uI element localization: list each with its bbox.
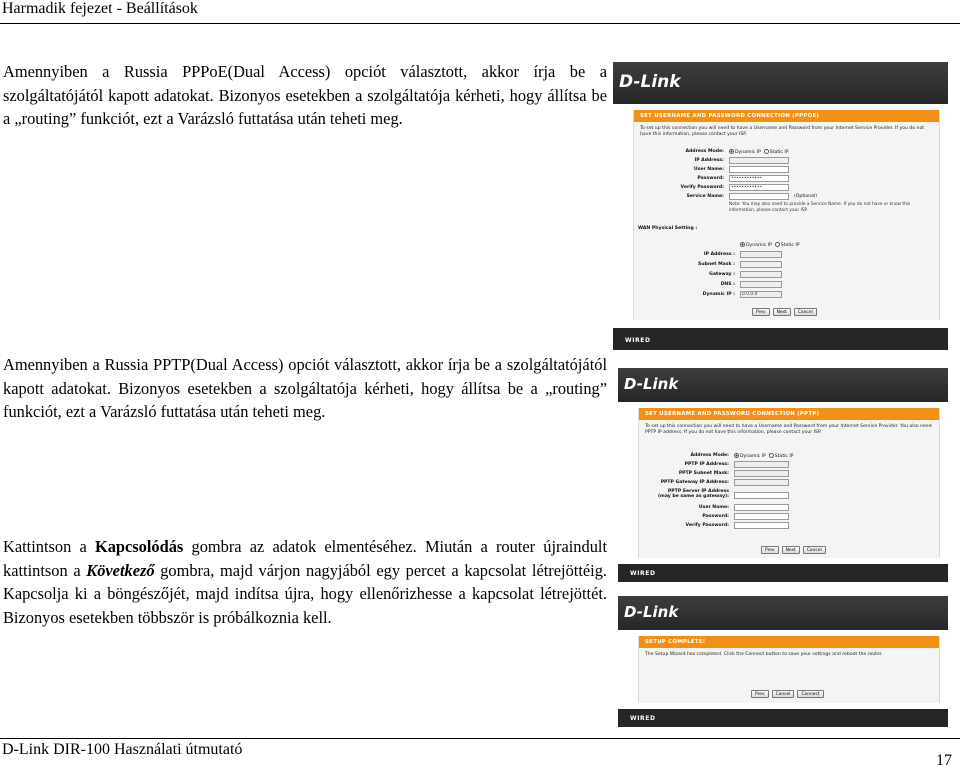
- wan-static-ip-radio[interactable]: [775, 242, 780, 247]
- dynamic-ip-radio[interactable]: [734, 453, 739, 458]
- pptp-address-mode-row: [639, 452, 939, 460]
- password-label: Password:: [697, 176, 724, 181]
- verify-password-input[interactable]: ••••••••••••: [729, 184, 789, 191]
- wan-ip-label: IP Address :: [703, 252, 735, 257]
- dlink-logo: D-Link: [624, 603, 679, 621]
- pppoe-service-row: [634, 193, 934, 201]
- wired-footer-bar: [618, 709, 948, 727]
- address-mode-options: [729, 149, 789, 155]
- complete-text: The Setup Wizard has completed. Click the Connect button to save your settings and reboot the router.: [645, 652, 883, 657]
- dlink-header-bar: [618, 368, 948, 402]
- pppoe-user-row: [634, 166, 934, 174]
- gateway-label: Gateway :: [709, 272, 735, 277]
- prev-button[interactable]: Prev: [761, 546, 779, 554]
- verify-password-label: Verify Password:: [680, 185, 724, 190]
- user-name-label: User Name:: [693, 167, 724, 172]
- user-name-input[interactable]: [734, 504, 789, 511]
- header-divider: [0, 23, 960, 24]
- pptp-verify-row: [639, 522, 939, 530]
- p3-text-2: gombra az adatok elmentéséhez. Miután a router újraindult kattintson a: [3, 537, 608, 580]
- wan-mode-options: [740, 242, 800, 248]
- next-button[interactable]: Next: [773, 308, 791, 316]
- verify-password-label: Verify Password:: [685, 523, 729, 528]
- pptp-ip-label: PPTP IP Address:: [684, 462, 729, 467]
- wan-ip-row: [634, 251, 934, 259]
- service-name-label: Service Name:: [686, 194, 724, 199]
- pppoe-password-row: [634, 175, 934, 183]
- verify-password-input[interactable]: [734, 522, 789, 529]
- setup-complete-screenshot: [618, 596, 948, 727]
- pppoe-verify-row: [634, 184, 934, 192]
- dynamic-ip-label: Dynamic IP: [740, 454, 766, 459]
- paragraph-pptp: Amennyiben a Russia PPTP(Dual Access) opciót választott, akkor írja be a szolgáltatójától kapott adatokat. Bizonyos esetekben a szolgáltatója kérheti, hogy állítsa be a „routing” funkciót, ezt a Varázsló futtatása után teheti meg.: [3, 355, 607, 421]
- dns-input[interactable]: [740, 281, 782, 288]
- cancel-button[interactable]: Cancel: [803, 546, 826, 554]
- wired-label: WIRED: [630, 570, 656, 577]
- pptp-subnet-row: [639, 470, 939, 478]
- wan-physical-label: WAN Physical Setting :: [638, 226, 698, 231]
- wired-footer-bar: [613, 328, 948, 350]
- pptp-user-row: [639, 504, 939, 512]
- user-name-input[interactable]: [729, 166, 789, 173]
- pppoe-ip-row: [634, 157, 934, 165]
- address-mode-options: [734, 453, 794, 459]
- ip-address-label: IP Address:: [694, 158, 724, 163]
- pppoe-buttons: [752, 308, 817, 316]
- cancel-button[interactable]: Cancel: [772, 690, 795, 698]
- pptp-gateway-input[interactable]: [734, 479, 789, 486]
- dynamic-ip2-label: Dynamic IP :: [702, 292, 735, 297]
- pppoe-intro: To set up this connection you will need to have a Username and Password from your Internet Service Provider. If you do not have this information, please contact your ISP.: [640, 126, 925, 137]
- pptp-ip-input[interactable]: [734, 461, 789, 468]
- pptp-server-sublabel: (may be same as gateway):: [657, 494, 729, 499]
- pptp-password-row: [639, 513, 939, 521]
- pptp-panel: [638, 408, 940, 558]
- chapter-title: Harmadik fejezet - Beállítások: [2, 0, 198, 17]
- pptp-server-row: [639, 488, 939, 502]
- address-mode-label: Address Mode:: [685, 149, 724, 154]
- wan-dns-row: [634, 281, 934, 289]
- p3-bold-kapcsolodas: Kapcsolódás: [94, 537, 184, 556]
- pptp-subnet-input[interactable]: [734, 470, 789, 477]
- dns-label: DNS :: [720, 282, 735, 287]
- subnet-input[interactable]: [740, 261, 782, 268]
- service-name-note: Note: You may also need to provide a Service Name. If you do not have or know this information, please contact your ISP.: [729, 202, 911, 213]
- wan-dynamic-ip-label: Dynamic IP: [746, 243, 772, 248]
- p3-bold-kovetkezo: Következő: [86, 560, 155, 580]
- password-label: Password:: [702, 514, 729, 519]
- dynamic-ip2-input[interactable]: 0.0.0.0: [740, 291, 782, 298]
- wan-dynamic-ip-radio[interactable]: [740, 242, 745, 247]
- complete-buttons: [751, 690, 824, 698]
- pptp-gateway-label: PPTP Gateway IP Address:: [660, 480, 729, 485]
- footer-divider: [0, 738, 960, 739]
- wired-label: WIRED: [630, 715, 656, 722]
- password-input[interactable]: ••••••••••••: [729, 175, 789, 182]
- service-name-input[interactable]: [729, 193, 789, 200]
- manual-title: D-Link DIR-100 Használati útmutató: [2, 741, 243, 758]
- p3-text-3: gombra, majd várjon nagyjából egy percet a kapcsolat létrejöttéig. Kapcsolja ki a böngészőjét, majd indítsa újra, hogy ellenőrizhesse a kapcsolat létrejöttét. Bizonyos esetekben többször is próbálkoznia kell.: [3, 560, 607, 627]
- prev-button[interactable]: Prev: [751, 690, 769, 698]
- connect-button[interactable]: Connect: [797, 690, 823, 698]
- pptp-subnet-label: PPTP Subnet Mask:: [678, 471, 729, 476]
- dlink-header-bar: [618, 596, 948, 630]
- pptp-server-label: PPTP Server IP Address: [667, 489, 729, 494]
- wan-dynamic-ip-row: [634, 291, 934, 299]
- address-mode-label: Address Mode:: [690, 453, 729, 458]
- subnet-label: Subnet Mask :: [698, 262, 735, 267]
- prev-button[interactable]: Prev: [752, 308, 770, 316]
- password-input[interactable]: [734, 513, 789, 520]
- static-ip-label: Static IP: [774, 454, 794, 459]
- dlink-logo: D-Link: [619, 72, 681, 92]
- pptp-intro: To set up this connection you will need to have a Username and Password from your Internet Service Provider. You also need PPTP IP address. If you do not have this information, please contact your ISP.: [645, 424, 932, 435]
- wan-gateway-row: [634, 271, 934, 279]
- dlink-header-bar: [613, 62, 948, 104]
- wan-static-ip-label: Static IP: [780, 243, 800, 248]
- pptp-screenshot: [618, 368, 948, 582]
- static-ip-label: Static IP: [769, 150, 789, 155]
- wired-footer-bar: [618, 564, 948, 582]
- pptp-gateway-row: [639, 479, 939, 487]
- p3-text-1: Kattintson a: [3, 537, 95, 556]
- pppoe-section-title: SET USERNAME AND PASSWORD CONNECTION (PPPOE): [634, 110, 939, 122]
- pptp-buttons: [761, 546, 826, 554]
- wired-label: WIRED: [625, 337, 651, 344]
- wan-mode-row: [634, 241, 934, 249]
- paragraph-connect: [3, 535, 607, 629]
- pptp-server-input[interactable]: [734, 492, 789, 499]
- pppoe-panel: [633, 110, 940, 320]
- complete-panel: [638, 636, 940, 703]
- pppoe-address-mode-row: [634, 148, 934, 156]
- optional-label: (Optional): [794, 194, 818, 199]
- pptp-section-title: SET USERNAME AND PASSWORD CONNECTION (PPTP): [639, 408, 939, 420]
- page-number: 17: [936, 752, 952, 769]
- pppoe-screenshot: [613, 62, 948, 350]
- ip-address-input[interactable]: [729, 157, 789, 164]
- user-name-label: User Name:: [698, 505, 729, 510]
- pptp-ip-row: [639, 461, 939, 469]
- dynamic-ip-radio[interactable]: [729, 149, 734, 154]
- complete-section-title: SETUP COMPLETE!: [639, 636, 939, 648]
- static-ip-radio[interactable]: [769, 453, 774, 458]
- next-button[interactable]: Next: [782, 546, 800, 554]
- cancel-button[interactable]: Cancel: [794, 308, 817, 316]
- paragraph-pppoe: Amennyiben a Russia PPPoE(Dual Access) opciót választott, akkor írja be a szolgáltatójától kapott adatokat. Bizonyos esetekben a szolgáltatója kérheti, hogy állítsa be a „routing” funkciót, ezt a Varázsló futtatása után teheti meg.: [3, 62, 607, 128]
- wan-subnet-row: [634, 261, 934, 269]
- wan-ip-input[interactable]: [740, 251, 782, 258]
- static-ip-radio[interactable]: [764, 149, 769, 154]
- wan-physical-row: [638, 225, 838, 233]
- dlink-logo: D-Link: [624, 375, 679, 393]
- dynamic-ip-label: Dynamic IP: [735, 150, 761, 155]
- gateway-input[interactable]: [740, 271, 782, 278]
